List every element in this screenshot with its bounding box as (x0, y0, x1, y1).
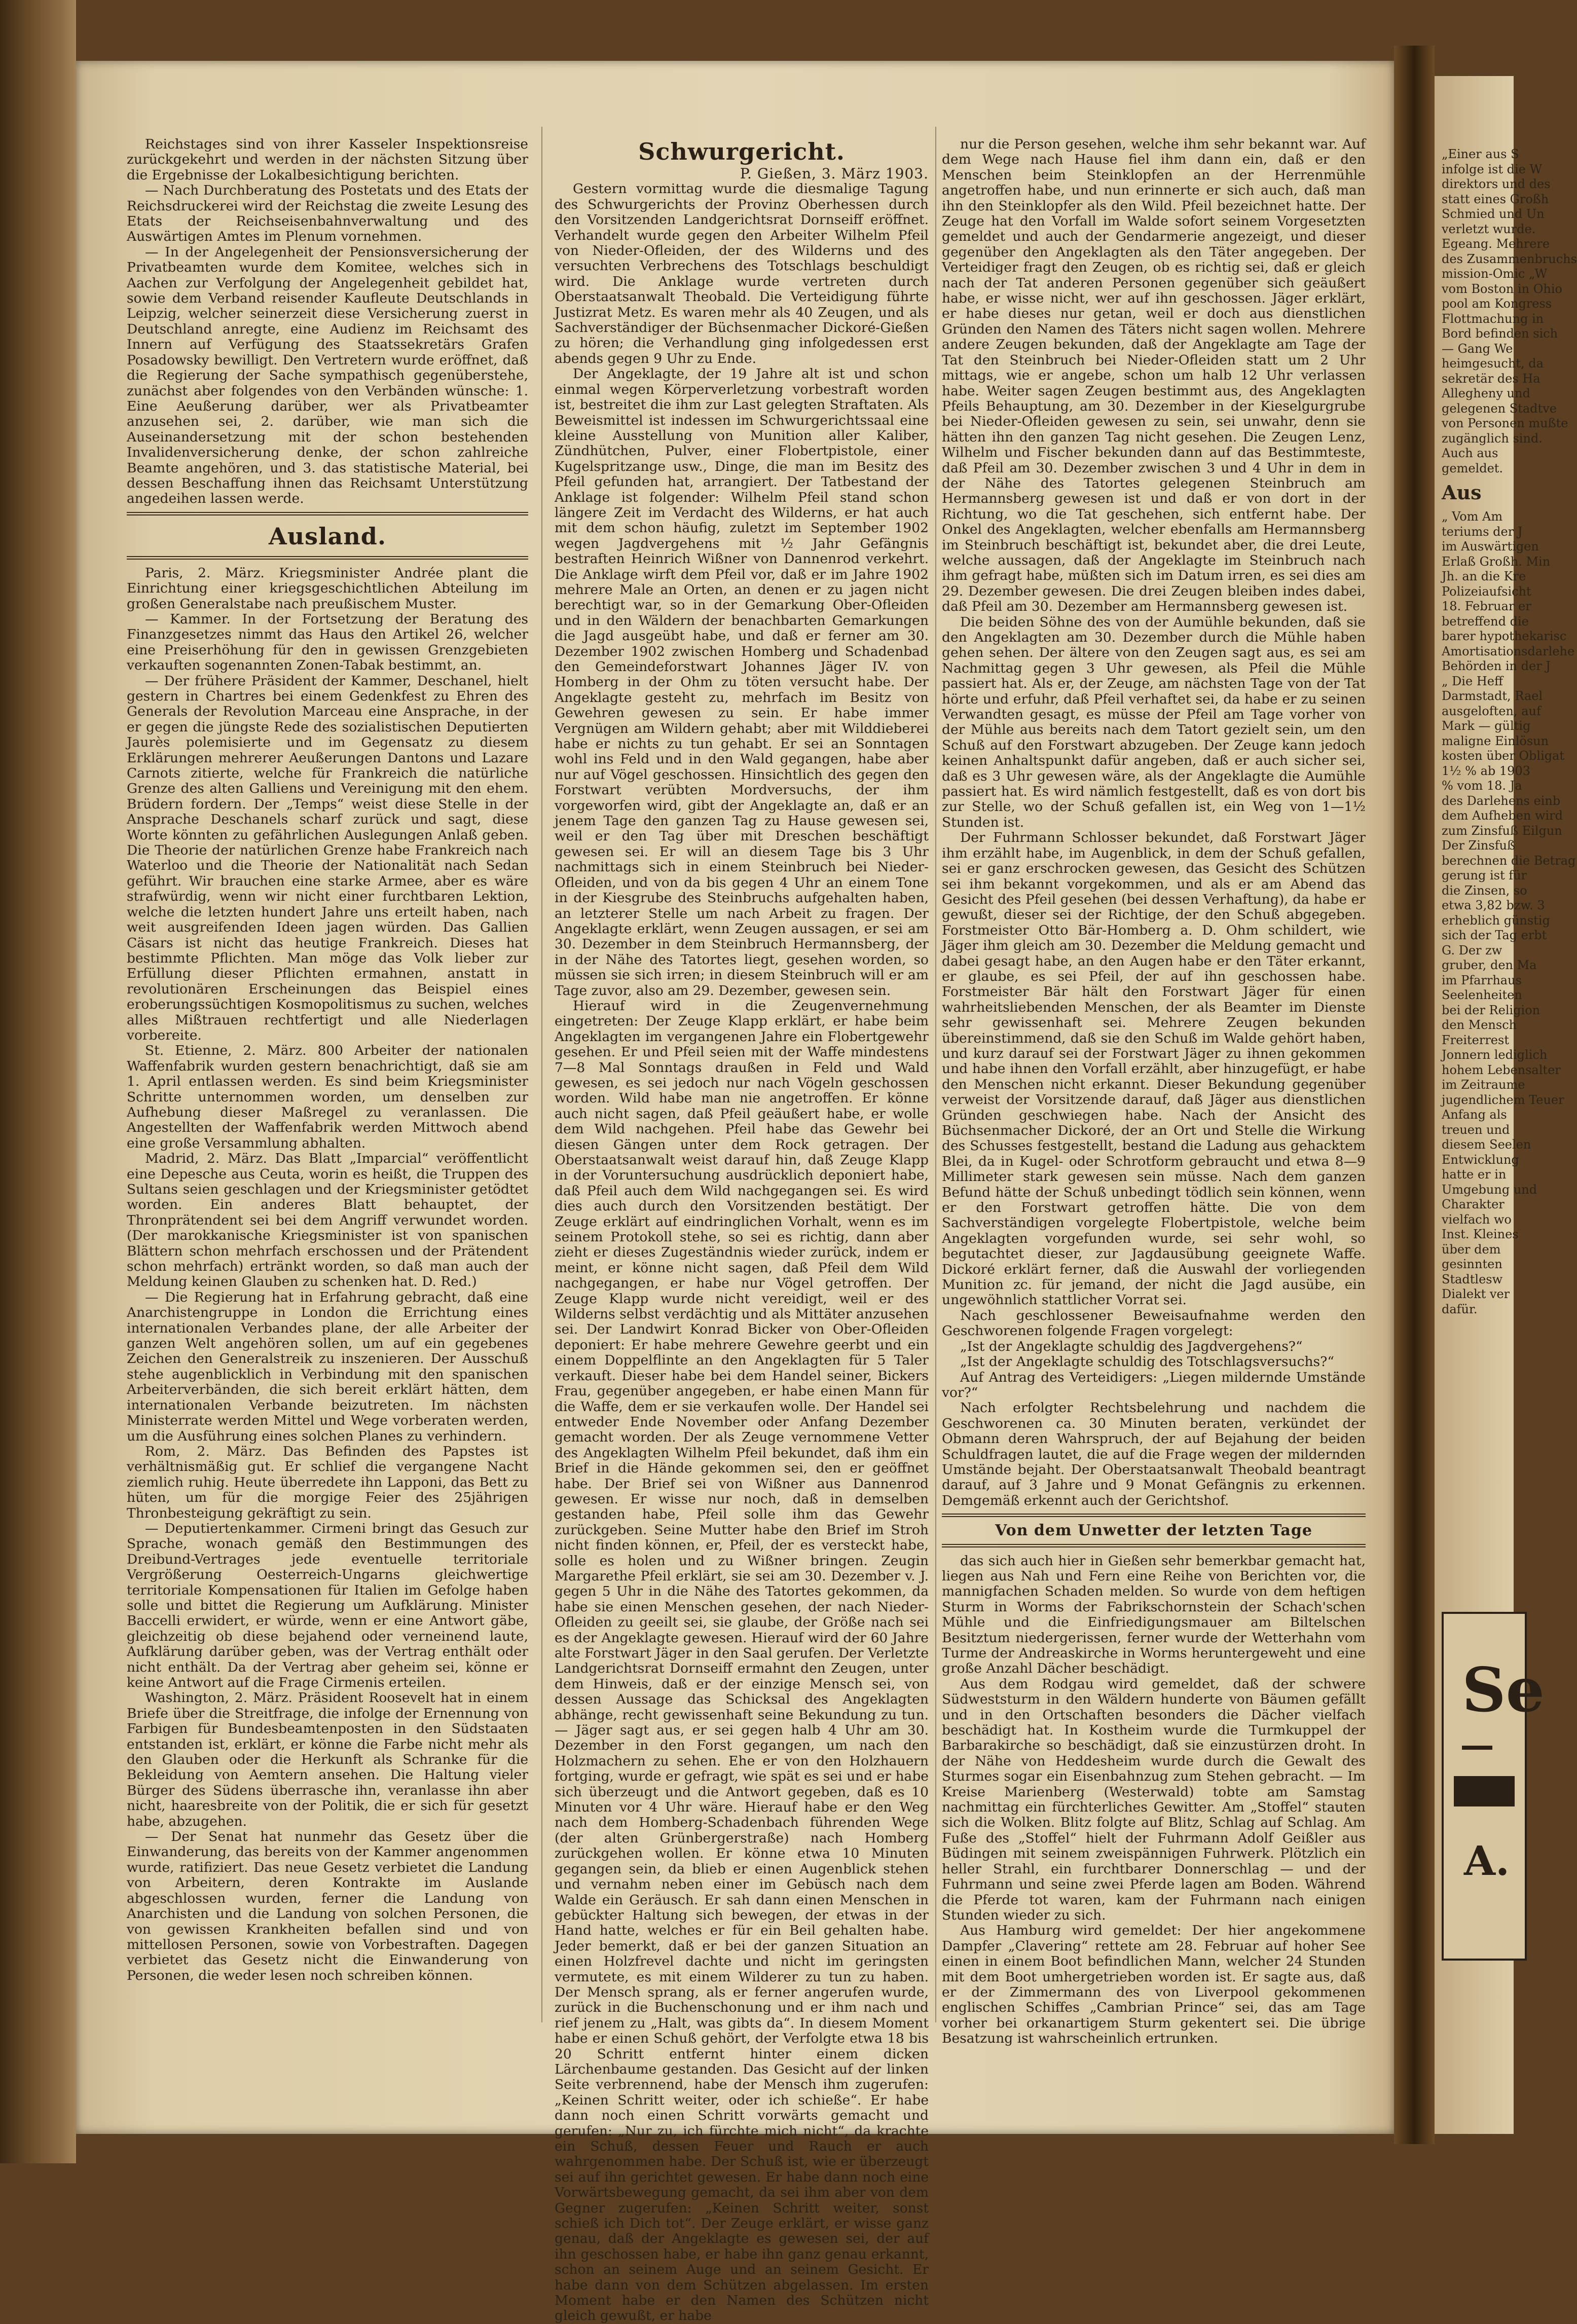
storm-article (942, 1554, 1366, 2047)
text-line: Dialekt ver (1442, 1287, 1510, 1301)
text-line: Auch aus (1442, 446, 1498, 460)
text-line: berechnen die Betrag (1442, 853, 1576, 868)
text-line: barer hypothekarisc (1442, 629, 1567, 643)
text-line: gerung ist für (1442, 868, 1527, 882)
text-line: Stadtlesw (1442, 1272, 1503, 1286)
text-line: treuen und (1442, 1122, 1510, 1137)
book-gutter (1394, 46, 1435, 2144)
text-line: Charakter (1442, 1197, 1505, 1211)
text-line: gruber, den Ma (1442, 958, 1537, 972)
text-line: „ Die Heff (1442, 674, 1503, 688)
text-line: — Gang We (1442, 341, 1513, 356)
text-line: Egeang. Mehrere (1442, 237, 1550, 251)
text-line: gesinnten (1442, 1257, 1502, 1271)
section-divider (942, 1514, 1366, 1517)
paragraph: Hierauf wird in die Zeugenvernehmung eingetreten: Der Zeuge Klapp erklärt, er habe beim Angeklagten im vergangenen Jahre ein Flobertgewehr gesehen. Er und Pfeil seien mit der Waffe mindestens 7—8 Mal Sonntags draußen in Feld und Wald gewesen, es sei jedoch nur nach Vögeln geschossen worden. Wild habe man nie angetroffen. Er könne auch nicht sagen, daß Pfeil geäußert habe, er wolle dem Wild nachgehen. Pfeil habe das Gewehr bei diesen Gängen unter dem Rock getragen. Der Oberstaatsanwalt weist darauf hin, daß Zeuge Klapp in der Voruntersuchung ausdrücklich deponiert habe, daß Pfeil auch dem Wild nachgegangen sei. Es wird dies auch durch den Vorsitzenden bestätigt. Der Zeuge erklärt auf eindringlichen Vorhalt, wenn es im seinem Protokoll stehe, so sei es richtig, dann aber zieht er dieses Zugeständnis wieder zurück, indem er meint, er könne nicht sagen, daß Pfeil dem Wild nachgegangen, er habe nur Vögel getroffen. Der Zeuge Klapp wurde nicht vereidigt, weil er des Wilderns selbst verdächtig und als Mittäter anzusehen sei. Der Landwirt Konrad Bicker von Ober-Ofleiden deponiert: Er habe mehrere Gewehre geerbt und ein einem Doppelflinte an den Angeklagten für 5 Taler verkauft. Dieser habe bei dem Handel seiner, Bickers Frau, gegenüber angegeben, er habe einen Mann für die Waffe, dem er sie verkaufen wolle. Der Handel sei entweder Ende November oder Anfang Dezember gemacht worden. Der als Zeuge vernommene Vetter des Angeklagten Wilhelm Pfeil bekundet, daß ihm ein Brief in die Hände gekommen sei, den er geöffnet habe. Der Brief sei von Wißner aus Dannenrod gewesen. Er wisse nur noch, daß in demselben gestanden habe, Pfeil solle ihm das Gewehr zurückgeben. Seine Mutter habe den Brief im Stroh nicht finden können, er, Pfeil, der es versteckt habe, solle es holen und zu Wißner bringen. Zeugin Margarethe Pfeil erklärt, sie sei am 30. Dezember v. J. gegen 5 Uhr in die Nähe des Tatortes gekommen, da habe sie einen Menschen gesehen, der nach Nieder-Ofleiden zu geeilt sei, sie glaube, der Größe nach sei es der Angeklagte gewesen. Hierauf wird der 60 Jahre alte Forstwart Jäger in den Saal gerufen. Der Verletzte Landgerichtsrat Dornseiff ermahnt den Zeugen, unter dem Hinweis, daß er der einzige Mensch sei, von dessen Aussage das Schicksal des Angeklagten abhänge, recht gewissenhaft seine Bekundung zu tun. — Jäger sagt aus, er sei gegen halb 4 Uhr am 30. Dezember in den Forst gegangen, um nach den Holzmachern zu sehen. Ehe er von den Holzhauern fortging, wurde er gefragt, wie spät es sei und er habe sich überzeugt und die Antwort gegeben, daß es 10 Minuten vor 4 Uhr wäre. Hierauf habe er den Weg nach dem Homberg-Schadenbach führenden Wege (der alten Grünbergerstraße) nach Homberg zurückgehen wollen. Er könne etwa 10 Minuten gegangen sein, da blieb er einen Augenblick stehen und vernahm neben einer im Gebüsch nach dem Walde ein Geräusch. Er sah dann einen Menschen in gebückter Haltung sich bewegen, der etwas in der Hand hatte, welches er für ein Beil gehalten habe. Jeder bemerkt, daß er bei der ganzen Situation an einen Holzfrevel dachte und nicht im geringsten vermutete, es mit einem Wilderer zu tun zu haben. Der Mensch sprang, als er ferner angerufen wurde, zurück in die Buchenschonung und er ihm nach und rief jenem zu „Halt, was gibts da“. In diesem Moment habe er einen Schuß gehört, der Verfolgte etwa 18 bis 20 Schritt entfernt hinter einem dicken Lärchenbaume gestanden. Das Gesicht auf der linken Seite verbrennend, habe der Mensch ihm zugerufen: „Keinen Schritt weiter, oder ich schieße“. Er habe dann noch einen Schritt vorwärts gemacht und gerufen: „Nur zu, ich fürchte mich nicht“, da krachte ein Schuß, dessen Feuer und Rauch er auch wahrgenommen habe. Der Schuß ist, wie er überzeugt sei auf ihn gerichtet gewesen. Er habe dann noch eine Vorwärtsbewegung gemacht, da sei ihm aber von dem Gegner zugerufen: „Keinen Schritt weiter, sonst schieß ich Dich tot“. Der Zeuge erklärt, er wisse ganz genau, daß der Angeklagte es gewesen sei, der auf ihn geschossen habe, er habe ihn ganz genau erkannt, schon an seinem Auge und an seinem Gesicht. Er habe dann von dem Schützen abgelassen. Im ersten Moment habe er den Namen des Schützen nicht gleich gewußt, er habe (555, 998, 929, 2324)
text-line: 18. Februar er (1442, 599, 1531, 613)
text-line: den Mensch (1442, 1018, 1517, 1032)
paragraph: Nach erfolgter Rechtsbelehrung und nachdem die Geschworenen ca. 30 Minuten beraten, verkündet der Obmann deren Wahrspruch, der auf Bejahung der beiden Schuldfragen lautet, die auf die Frage wegen der mildernden Umstände bejaht. Der Oberstaatsanwalt Theobald beantragt darauf, auf 3 Jahre und 9 Monat Gefängnis zu erkennen. Demgemäß erkennt auch der Gerichtshof. (942, 1400, 1366, 1508)
section-heading-ausland: Ausland. (269, 522, 386, 550)
text-line: Freiterrest (1442, 1032, 1509, 1047)
text-line: hohem Lebensalter (1442, 1062, 1561, 1077)
section-divider (942, 1544, 1366, 1547)
text-line: gemeldet. (1442, 461, 1503, 475)
paragraph: Reichstages sind von ihrer Kasseler Inspektionsreise zurückgekehrt und werden in der nächsten Sitzung über die Ergebnisse der Lokalbesichtigung berichten. (127, 136, 528, 183)
text-line: die Zinsen, so (1442, 883, 1527, 898)
text-line: mission-Omic „W (1442, 267, 1548, 281)
ad-ornament (1462, 1746, 1492, 1750)
paragraph: nur die Person gesehen, welche ihm sehr bekannt war. Auf dem Wege nach Hause fiel ihm dann ein, daß er den Menschen beim Steinklopfen an der Herrenmühle angetroffen habe, und nun erinnerte er sich auch, daß man ihn den Steinklopfer als den Wild. Pfeil bezeichnet hatte. Der Zeuge hat den Vorfall im Walde sofort seinem Vorgesetzten gemeldet und auch der Gendarmerie angezeigt, und dieser gegenüber den Angeklagten als den Täter angegeben. Der Verteidiger fragt den Zeugen, ob es richtig sei, daß er gleich nach der Tat anderen Personen gegenüber sich geäußert habe, er wisse nicht, wer auf ihn geschossen. Jäger erklärt, er habe dieses nur getan, weil er doch aus dienstlichen Gründen den Namen des Täters nicht sagen wollen. Mehrere andere Zeugen bekunden, daß der Angeklagte am Tage der Tat den Steinbruch bei Nieder-Ofleiden statt um 2 Uhr mittags, wie er angebe, schon um halb 12 Uhr verlassen habe. Weiter sagen Zeugen bestimmt aus, des Angeklagten Pfeils Behauptung, am 30. Dezember in der Kieselgurgrube bei Nieder-Ofleiden gewesen zu sein, sei unwahr, denn sie hätten ihn den ganzen Tag nicht gesehen. Die Zeugen Lenz, Wilhelm und Fischer bekunden dann auf das Bestimmteste, daß Pfeil am 30. Dezember zwischen 3 und 4 Uhr in dem in der Nähe des Tatortes gelegenen Steinbruch am Hermannsberg gewesen ist und daß er von dort in der Richtung, wo die Tat geschehen, sich entfernt habe. Der Onkel des Angeklagten, welcher ebenfalls am Hermannsberg im Steinbruch beschäftigt ist, bekundet aber, die drei Leute, welche aussagen, daß der Angeklagte im Steinbruch nach ihm gefragt habe, müßten sich im Datum irren, es sei dies am 29. Dezember gewesen. Die drei Zeugen bleiben indes dabei, daß Pfeil am 30. Dezember am Hermannsberg gewesen ist. (942, 136, 1366, 615)
text-line: im Zeitraume (1442, 1078, 1525, 1092)
text-line: Darmstadt, Rael (1442, 689, 1543, 703)
paragraph: Gestern vormittag wurde die diesmalige Tagung des Schwurgerichts der Provinz Oberhessen durch den Vorsitzenden Landgerichtsrat Dornseiff eröffnet. Verhandelt wurde gegen den Arbeiter Wilhelm Pfeil von Nieder-Ofleiden, der des Wilderns und des versuchten Verbrechens des Totschlags beschuldigt wird. Die Anklage wurde vertreten durch Oberstaatsanwalt Theobald. Die Verteidigung führte Justizrat Metz. Es waren mehr als 40 Zeugen, und als Sachverständiger der Büchsenmacher Dickoré-Gießen zu hören; die Verhandlung ging infolgedessen erst abends gegen 9 Uhr zu Ende. (555, 181, 929, 366)
text-line: betreffend die (1442, 614, 1529, 629)
text-line: Allegheny und (1442, 386, 1530, 400)
text-line: Erlaß Großh. Min (1442, 554, 1551, 569)
text-line: erheblich günstig (1442, 913, 1550, 928)
paragraph: Aus Hamburg wird gemeldet: Der hier angekommene Dampfer „Clavering“ rettete am 28. Februar auf hoher See einen in einem Boot befindlichen Mann, welcher 24 Stunden mit dem Boot umhergetrieben worden ist. Er sagte aus, daß er der Zimmermann des von Liverpool gekommenen englischen Schiffes „Cambrian Prince“ sei, das am Tage vorher bei orkanartigem Sturm gekentert sei. Die übrige Besatzung ist wahrscheinlich ertrunken. (942, 1923, 1366, 2047)
column-middle (555, 137, 929, 2324)
text-line: diesem Seelen (1442, 1137, 1531, 1152)
text-line: Schmied und Un (1442, 207, 1545, 221)
paragraph: — Der Senat hat nunmehr das Gesetz über die Einwanderung, das bereits von der Kammer angenommen wurde, ratifiziert. Das neue Gesetz verbietet die Landung von Arbeitern, deren Kontrakte im Auslande abgeschlossen wurden, ferner die Landung von Anarchisten und die Landung von solchen Personen, die von gewissen Krankheiten befallen sind und von mittellosen Personen, sowie von Vorbestraften. Dagegen verbietet das Gesetz nicht die Einwanderung von Personen, die weder lesen noch schreiben können. (127, 1829, 528, 1983)
paragraph: Madrid, 2. März. Das Blatt „Imparcial“ veröffentlicht eine Depesche aus Ceuta, worin es heißt, die Truppen des Sultans seien geschlagen und der Kriegsminister getödtet worden. Ein anderes Blatt behauptet, der Thronprätendent sei bei dem Angriff verwundet worden. (Der marokkanische Kriegsminister ist von spanischen Blättern schon mehrfach erschossen und der Prätendent schon mehrfach) ertränkt worden, so daß man auch der Meldung keinen Glauben zu schenken hat. D. Red.) (127, 1151, 528, 1290)
column-left (127, 137, 528, 2043)
text-line: bei der Religion (1442, 1003, 1541, 1017)
advertisement-box (1442, 1612, 1545, 1961)
paragraph: das sich auch hier in Gießen sehr bemerkbar gemacht hat, liegen aus Nah und Fern eine Reihe von Berichten vor, die mannigfachen Schaden melden. So wurde von dem heftigen Sturm in Worms der Fabrikschornstein der Schach'schen Mühle und die Einfriedigungsmauer am Biltelschen Besitztum niedergerissen, ferner wurde der Wetterhahn vom Turme der Andreaskirche in Worms heruntergeweht und eine große Anzahl Dächer beschädigt. (942, 1553, 1366, 1677)
text-line: Bord befinden sich (1442, 326, 1558, 341)
text-line: von Personen mußte (1442, 416, 1568, 430)
paragraph: Aus dem Rodgau wird gemeldet, daß der schwere Südweststurm in den Wäldern hunderte von Bäumen gefällt und in den Ortschaften besonders die Dächer vielfach beschädigt hat. In Kostheim wurde die Turmkuppel der Barbarakirche so beschädigt, daß sie einzustürzen droht. In der Nähe von Heddesheim wurde durch die Gewalt des Sturmes sogar ein Eisenbahnzug zum Stehen gebracht. — Im Kreise Marienberg (Westerwald) tobte am Samstag nachmittag ein fürchterliches Gewitter. Am „Stoffel“ stauten sich die Wolken. Blitz folgte auf Blitz, Schlag auf Schlag. Am Fuße des „Stoffel“ hielt der Fuhrmann Adolf Geißler aus Büdingen mit seinem zweispännigen Fuhrwerk. Plötzlich ein heller Strahl, ein furchtbarer Donnerschlag — und der Fuhrmann und seine zwei Pferde lagen am Boden. Während die Pferde tot waren, kam der Fuhrmann nach einigen Stunden wieder zu sich. (942, 1676, 1366, 1923)
paragraph: St. Etienne, 2. März. 800 Arbeiter der nationalen Waffenfabrik wurden gestern benachrichtigt, daß sie am 1. April entlassen werden. Es sind beim Kriegsminister Schritte unternommen worden, um denselben zur Aufhebung dieser Maßregel zu veranlassen. Die Angestellten der Waffenfabrik werden Mittwoch abend eine große Versammlung abhalten. (127, 1043, 528, 1151)
text-line: Polizeiaufsicht (1442, 584, 1531, 599)
fragment-lines-top (1442, 147, 1577, 476)
column-rule (541, 127, 542, 2022)
text-line: maligne Einlösun (1442, 733, 1549, 748)
text-line: im Pfarrhaus (1442, 973, 1522, 987)
paragraph: Die beiden Söhne des von der Aumühle bekunden, daß sie den Angeklagten am 30. Dezember durch die Mühle haben gehen sehen. Der ältere von den Zeugen sagt aus, es sei am Nachmittag gegen 3 Uhr gewesen, als Pfeil die Mühle passiert hat. Als er, der Zeuge, am nächsten Tage von der Tat hörte und erfuhr, daß Pfeil verhaftet sei, da habe er zu seinen Verwandten gesagt, es müsse der Pfeil am Tage vorher von der Mühle aus bereits nach dem Tatort gezielt sein, um den Schuß auf den Forstwart abzugeben. Der Zeuge kann jedoch keinen Anhaltspunkt dafür angeben, daß er auch sicher sei, daß es 3 Uhr gewesen wäre, als der Angeklagte die Aumühle passiert hat. Es wird nämlich festgestellt, daß es von dort bis zur Stelle, wo der Schuß gefallen ist, ein Weg von 1—1½ Stunden ist. (942, 614, 1366, 830)
text-line: dafür. (1442, 1302, 1478, 1316)
text-line: hatte er in (1442, 1167, 1507, 1182)
fragment-lines-mid (1442, 509, 1576, 1317)
paragraph: Paris, 2. März. Kriegsminister Andrée plant die Einrichtung einer kriegsgeschichtlichen Abteilung im großen Generalstabe nach preußischem Muster. (127, 565, 528, 612)
ad-lettering: A. (1464, 1837, 1510, 1885)
text-line: vom Boston in Ohio (1442, 281, 1562, 296)
text-line: Seelenheiten (1442, 988, 1522, 1002)
text-line: Inst. Kleines (1442, 1227, 1519, 1241)
paragraph: „Ist der Angeklagte schuldig des Jagdvergehens?“ (960, 1338, 1303, 1354)
fragment-heading: Aus (1442, 481, 1482, 504)
column-right (942, 136, 1366, 2047)
paragraph: Rom, 2. März. Das Befinden des Papstes ist verhältnismäßig gut. Er schlief die vergangene Nacht ziemlich ruhig. Heute überredete ihn Lapponi, das Bett zu hüten, um für die morgige Feier des 25jährigen Thronbesteigung gekräftigt zu sein. (127, 1443, 528, 1521)
text-line: kosten über Obligat (1442, 749, 1565, 763)
text-line: „Einer aus S (1442, 147, 1519, 161)
text-line: infolge ist die W (1442, 162, 1543, 176)
text-line: ausgeloften, auf (1442, 704, 1541, 718)
paragraph: Washington, 2. März. Präsident Roosevelt hat in einem Briefe über die Streitfrage, die infolge der Ernennung von Farbigen für Bundesbeamtenposten in den Südstaaten entstanden ist, erklärt, er könne die Farbe nicht mehr als den Glauben oder die Herkunft als Schranke für die Bekleidung von Aemtern ansehen. Die Haltung vieler Bürger des Südens überrasche ihn, veranlasse ihn aber nicht, haaresbreite von der Politik, die er sich für gesetzt habe, abzugehen. (127, 1690, 528, 1829)
text-line: Anfang als (1442, 1108, 1507, 1122)
column-rule (935, 127, 936, 2022)
court-report-continued (942, 137, 1366, 1508)
text-line: Flottmachung in (1442, 311, 1544, 326)
paragraph: — In der Angelegenheit der Pensionsversicherung der Privatbeamten wurde dem Komitee, welches sich in Aachen zur Verfolgung der Angelegenheit gebildet hat, sowie dem Verband reisender Kaufleute Deutschlands in Leipzig, welcher seinerzeit diese Versicherung zuerst in Deutschland anregte, eine Audienz im Reichsamt des Innern auf Verfügung des Staatssekretärs Grafen Posadowsky bewilligt. Den Vertretern wurde eröffnet, daß die Regierung der Sache sympathisch gegenüberstehe, zunächst aber folgendes von den Verbänden wünsche: 1. Eine Aeußerung darüber, wer als Privatbeamter anzusehen sei, 2. darüber, wie man sich die Auseinandersetzung mit der schon bestehenden Invalidenversicherung denke, der schon zahlreiche Beamte angehören, und 3. das statistische Material, bei dessen Beschaffung ihnen das Reichsamt Unterstützung angedeihen lassen werde. (127, 244, 528, 507)
left-binding (0, 0, 76, 2163)
text-line: % vom 18. Ja (1442, 779, 1522, 793)
paragraph: „Ist der Angeklagte schuldig des Totschlagsversuchs?“ (960, 1354, 1334, 1370)
text-line: dem Aufheben wird (1442, 808, 1563, 823)
text-line: des Darlehens einb (1442, 793, 1561, 808)
section-divider (127, 556, 528, 560)
text-line: jugendlichem Teuer (1442, 1092, 1564, 1107)
paragraph: Der Angeklagte, der 19 Jahre alt ist und schon einmal wegen Körperverletzung vorbestraft worden ist, bestreitet die ihm zur Last gelegten Straftaten. Als Beweismittel ist indessen im Schwurgerichtssaal eine kleine Ausstellung von Munition aller Kaliber, Zündhütchen, Pulver, einer Flobertpistole, einer Kugelspritzange usw., Dinge, die man im Besitz des Pfeil gefunden hat, arrangiert. Der Tatbestand der Anklage ist folgender: Wilhelm Pfeil stand schon längere Zeit im Verdacht des Wilderns, er hat auch mit dem schon häufig, zuletzt im September 1902 wegen Jagdvergehens mit ½ Jahr Gefängnis bestraften Heinrich Wißner von Dannenrod verkehrt. Die Anklage wirft dem Pfeil vor, daß er im Jahre 1902 mehrere Male an Orten, an denen er zu jagen nicht berechtigt war, so in der Gemarkung Ober-Ofleiden und in den Wäldern der benachbarten Gemarkungen die Jagd ausgeübt habe, und daß er ferner am 30. Dezember 1902 zwischen Homberg und Schadenbad den Gemeindeforstwart Johannes Jäger IV. von Homberg in der Ohm zu töten versucht habe. Der Angeklagte gesteht zu, mehrfach im Besitz von Gewehren gewesen zu sein. Er habe immer Vergnügen am Wildern gehabt; aber mit Wilddieberei habe er nichts zu tun gehabt. Er sei an Sonntagen wohl ins Feld und in den Wald gegangen, habe aber nur auf Vögel geschossen. Hinsichtlich des gegen den Forstwart verübten Mordversuchs, der ihm vorgeworfen wird, gibt der Angeklagte an, daß er an jenem Tage den ganzen Tag zu Hause gewesen sei, weil er den Tag über mit Dreschen beschäftigt gewesen sei. Er will an diesem Tage bis 3 Uhr nachmittags sich in einem Steinbruch bei Nieder-Ofleiden, und von da bis gegen 4 Uhr an einem Tone in der Kiesgrube des Steinbruchs aufgehalten haben, an letzterer Stelle um nach Arbeit zu fragen. Der Angeklagte erklärt, wenn Zeugen aussagen, er sei am 30. Dezember in dem Steinbruch Hermannsberg, der in der Nähe des Tatortes liegt, gesehen worden, so müssen sie sich irren; in diesem Steinbruch will er am Tage zuvor, also am 29. Dezember, gewesen sein. (555, 366, 929, 999)
ad-ornament (1454, 1776, 1515, 1806)
ausland-news (127, 566, 528, 1983)
paragraph: — Kammer. In der Fortsetzung der Beratung des Finanzgesetzes nimmt das Haus den Artikel 26, welcher eine Preiserhöhung für den in gewissen Grenzgebieten verkauften sogenannten Zonen-Tabak bestimmt, an. (127, 611, 528, 674)
paragraph: Nach geschlossener Beweisaufnahme werden den Geschworenen folgende Fragen vorgelegt: (942, 1307, 1366, 1339)
text-line: Mark — gültig (1442, 719, 1531, 733)
paragraph: — Deputiertenkammer. Cirmeni bringt das Gesuch zur Sprache, wonach gemäß den Bestimmungen des Dreibund-Vertrages jede eventuelle territoriale Vergrößerung Oesterreich-Ungarns gleichwertige territoriale Kompensationen für Italien im Gefolge haben solle und bittet die Regierung um Aufklärung. Minister Baccelli erwidert, er würde, wenn er eine Antwort gäbe, gleichzeitig ob diese bejahend oder verneinend laute, Aufklärung darüber geben, was der Vertrag enthält oder nicht enthält. Da der Vertrag aber geheim sei, könne er keine Antwort auf die Frage Cirmenis erteilen. (127, 1520, 528, 1690)
text-line: gelegenen Stadtve (1442, 401, 1557, 416)
paragraph: Der Fuhrmann Schlosser bekundet, daß Forstwart Jäger ihm erzählt habe, im Augenblick, in dem der Schuß gefallen, sei er ganz erschrocken gewesen, das Gesicht des Schützen sei ihm bekannt vorgekommen, und als er am Abend das Gesicht des Pfeil gesehen (bei dessen Verhaftung), da habe er gewußt, dieser sei der Richtige, der den Schuß abgegeben. Forstmeister Otto Bär-Homberg a. D. Ohm schildert, wie Jäger ihm gleich am 30. Dezember die Meldung gemacht und dabei gesagt habe, an den Augen habe er den Täter erkannt, er glaube, es sei Pfeil, der auf ihn geschossen habe. Forstmeister Bär hält den Forstwart Jäger für einen wahrheitsliebenden Menschen, der als Beamter im Dienste sehr gewissenhaft sei. Mehrere Zeugen bekunden übereinstimmend, daß sie den Schuß im Walde gehört haben, und kurz darauf sei der Forstwart Jäger zu ihnen gekommen und habe ihnen den Vorfall erzählt, aber hinzugefügt, er habe den Menschen nicht erkannt. Dieser Bekundung gegenüber verweist der Vorsitzende darauf, daß Jäger aus dienstlichen Gründen geschwiegen habe. Nach der Ansicht des Büchsenmacher Dickoré, der an Ort und Stelle die Wirkung des Schusses festgestellt, bestand die Ladung aus gehacktem Blei, da in Kugel- oder Schrotform gebraucht und etwa 8—9 Millimeter stark gewesen sein müsse. Nach dem ganzen Befund hätte der Schuß unbedingt tödlich sein können, wenn er den Forstwart getroffen hätte. Die von dem Sachverständigen vorgelegte Flobertpistole, welche beim Angeklagten vorgefunden wurde, sei sehr wohl, so begutachtet dieser, zur Jagdausübung geeignete Waffe. Dickoré erklärt ferner, daß die Auswahl der vorliegenden Munition zc. für jemand, der nicht die Jagd ausübe, ein ungewöhnlich stattlicher Vorrat sei. (942, 830, 1366, 1308)
section-divider (127, 512, 528, 515)
reichstag-notes (127, 137, 528, 507)
text-line: heimgesucht, da (1442, 356, 1544, 371)
text-line: Amortisationsdarlehe (1442, 644, 1575, 658)
text-line: im Auswärtigen (1442, 539, 1539, 554)
text-line: „ Vom Am (1442, 509, 1503, 524)
court-report (555, 181, 929, 2323)
text-line: Jonnern lediglich (1442, 1048, 1548, 1062)
storm-article-heading: Von dem Unwetter der letzten Tage (995, 1522, 1312, 1540)
text-line: vielfach wo (1442, 1212, 1512, 1227)
text-line: teriums der J (1442, 524, 1523, 539)
facing-page-fragment (1435, 76, 1577, 2134)
text-line: verletzt wurde. (1442, 222, 1536, 236)
section-heading-schwurgericht: Schwurgericht. (638, 138, 845, 165)
text-line: pool am Kongress (1442, 297, 1552, 311)
dateline: P. Gießen, 3. März 1903. (740, 165, 929, 182)
text-line: Entwicklung (1442, 1152, 1519, 1167)
text-line: Der Zinsfuß (1442, 838, 1516, 853)
ad-lettering: Se (1462, 1654, 1545, 1726)
text-line: zugänglich sind. (1442, 431, 1543, 446)
paragraph: — Nach Durchberatung des Postetats und des Etats der Reichsdruckerei wird der Reichstag die zweite Lesung des Etats der Reichseisenbahnverwaltung und des Auswärtigen Amtes im Plenum vornehmen. (127, 182, 528, 245)
text-line: 1½ % ab 1903 (1442, 763, 1530, 778)
fragment-text (1435, 147, 1577, 1317)
text-line: Jh. an die Kre (1442, 569, 1526, 583)
paragraph: — Die Regierung hat in Erfahrung gebracht, daß eine Anarchistengruppe in London die Errichtung eines internationalen Verbandes plane, der alle Arbeiter der ganzen Welt angehören sollen, um auf ein gegebenes Zeichen den Generalstreik zu inszenieren. Der Ausschuß stehe augenblicklich in Verbindung mit den spanischen Arbeiterverbänden, die sich bereit erklärt hätten, dem internationalen Verbande beizutreten. Im nächsten Ministerrate werden Mittel und Wege vorberaten werden, um die Ausführung eines solchen Planes zu verhindern. (127, 1289, 528, 1444)
text-line: G. Der zw (1442, 943, 1502, 957)
text-line: Behörden in der J (1442, 659, 1551, 673)
text-line: sich der Tag erbt (1442, 928, 1547, 942)
paragraph: — Der frühere Präsident der Kammer, Deschanel, hielt gestern in Chartres bei einem Gedenkfest zu Ehren des Generals der Revolution Marceau eine Ansprache, in der er gegen die jüngste Rede des sozialistischen Deputierten Jaurès polemisierte und im Gegensatz zu diesem Erklärungen mehrerer Aeußerungen Dantons und Lazare Carnots zitierte, welche für Frankreich die natürliche Grenze des alten Galliens und Vereinigung mit den ehem. Brüdern fordern. Der „Temps“ weist diese Stelle in der Ansprache Deschanels scharf zurück und sagt, diese Worte könnten zu gefährlichen Auslegungen Anlaß geben. Die Theorie der natürlichen Grenze habe Frankreich nach Waterloo und die Theorie der Nationalität nach Sedan geführt. Wir brauchen eine starke Armee, aber es wäre strafwürdig, wenn wir nicht einer furchtbaren Lektion, welche die letzten hundert Jahre uns erteilt haben, nach weit ausgreifenden Ideen jagen würden. Das Gallien Cäsars ist nicht das heutige Frankreich. Dieses hat bestimmte Pflichten. Man möge das Volk lieber zur Erfüllung dieser Pflichten ermahnen, anstatt in revolutionären Erscheinungen das Beispiel eines eroberungssüchtigen Kosmopolitismus zu suchen, welches alles Mißtrauen rechtfertigt und alle Niederlagen vorbereite. (127, 673, 528, 1043)
text-line: statt eines Großh (1442, 192, 1549, 206)
text-line: des Zusammenbruchs (1442, 251, 1577, 266)
text-line: Umgebung und (1442, 1182, 1537, 1197)
text-line: sekretär des Ha (1442, 371, 1541, 386)
text-line: zum Zinsfuß Eilgun (1442, 823, 1562, 838)
text-line: über dem (1442, 1242, 1501, 1257)
text-line: etwa 3,82 bzw. 3 (1442, 898, 1545, 912)
text-line: direktors und des (1442, 177, 1551, 191)
paragraph: Auf Antrag des Verteidigers: „Liegen mildernde Umstände vor?“ (942, 1369, 1366, 1400)
